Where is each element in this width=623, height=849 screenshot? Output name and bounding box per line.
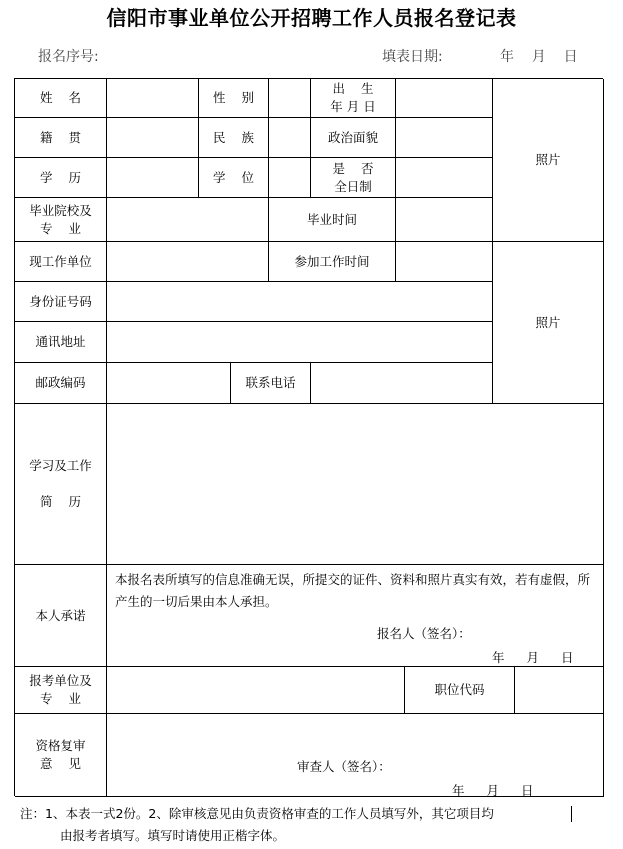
resume-label-line1: 学习及工作 [29,458,92,473]
footnote-line2: 由报考者填写。填写时请使用正楷字体。 [60,828,286,843]
fill-date-label: 填表日期: [382,49,443,65]
resume-label-line2: 简 历 [40,494,81,509]
review-date[interactable]: 年 月 日 [452,783,534,798]
photo-box-top[interactable]: 照片 [493,79,604,242]
commitment-label: 本人承诺 [15,565,107,667]
native-place-label: 籍 贯 [15,118,107,158]
current-employer-label: 现工作单位 [15,242,107,282]
apply-unit-label-line2: 专 业 [40,691,81,706]
fulltime-field[interactable] [396,158,493,198]
birth-label-line2: 年 月 日 [330,99,376,114]
work-start-time-label: 参加工作时间 [269,242,396,282]
current-employer-field[interactable] [107,242,269,282]
work-start-time-field[interactable] [396,242,493,282]
degree-field[interactable] [269,158,311,198]
postcode-label: 邮政编码 [15,363,107,404]
form-title: 信阳市事业单位公开招聘工作人员报名登记表 [106,6,517,30]
reviewer-signature-label[interactable]: 审查人（签名）： [297,759,391,774]
text-cursor [571,806,572,822]
registration-table [14,78,603,796]
post-code-field[interactable] [515,667,604,714]
fill-date-units: 年 月 日 [500,49,578,65]
education-field[interactable] [107,158,199,198]
address-field[interactable] [107,322,493,363]
apply-unit-field[interactable] [107,667,405,714]
birth-date-label [311,79,396,118]
ethnicity-field[interactable] [269,118,311,158]
ethnicity-label: 民 族 [199,118,269,158]
review-label-line1: 资格复审 [35,738,86,753]
apply-unit-label-line1: 报考单位及 [29,673,92,688]
school-label-line2: 专 业 [40,220,81,236]
resume-field[interactable] [107,404,604,565]
postcode-field[interactable] [107,363,231,404]
political-status-field[interactable] [396,118,493,158]
apply-unit-label [15,667,107,714]
school-label-line1: 毕业院校及 [29,202,92,218]
gender-field[interactable] [269,79,311,118]
birth-label-line1: 出 生 [332,81,374,96]
applicant-signature-label[interactable]: 报名人（签名）： [377,626,471,641]
graduate-school-field[interactable] [107,198,269,242]
education-label: 学 历 [15,158,107,198]
fulltime-label-line2: 全日制 [334,178,372,194]
id-number-label: 身份证号码 [15,282,107,322]
phone-label: 联系电话 [231,363,311,404]
fulltime-label [311,158,396,198]
graduate-school-label [15,198,107,242]
address-label: 通讯地址 [15,322,107,363]
review-label-line2: 意 见 [40,756,81,771]
footnote-line1: 注：1、本表一式2份。2、除审核意见由负责资格审查的工作人员填写外，其它项目均 [20,806,494,821]
gender-label: 性 别 [199,79,269,118]
commitment-date[interactable]: 年 月 日 [492,650,574,665]
post-code-label: 职位代码 [405,667,515,714]
id-number-field[interactable] [107,282,493,322]
resume-label [15,404,107,565]
graduation-time-label: 毕业时间 [269,198,396,242]
photo-box-bottom[interactable]: 照片 [493,242,604,404]
name-field[interactable] [107,79,199,118]
native-place-field[interactable] [107,118,199,158]
graduation-time-field[interactable] [396,198,493,242]
commitment-text: 本报名表所填写的信息准确无误，所提交的证件、资料和照片真实有效，若有虚假，所产生的一切后果由本人承担。 [115,572,591,609]
review-opinion-label [15,714,107,797]
commitment-area [107,565,604,667]
serial-number-label: 报名序号: [38,49,99,65]
birth-date-field[interactable] [396,79,493,118]
footnote [20,803,580,847]
phone-field[interactable] [311,363,493,404]
fulltime-label-line1: 是 否 [332,160,374,176]
degree-label: 学 位 [199,158,269,198]
name-label: 姓 名 [15,79,107,118]
political-status-label: 政治面貌 [311,118,396,158]
review-opinion-area [107,714,604,797]
